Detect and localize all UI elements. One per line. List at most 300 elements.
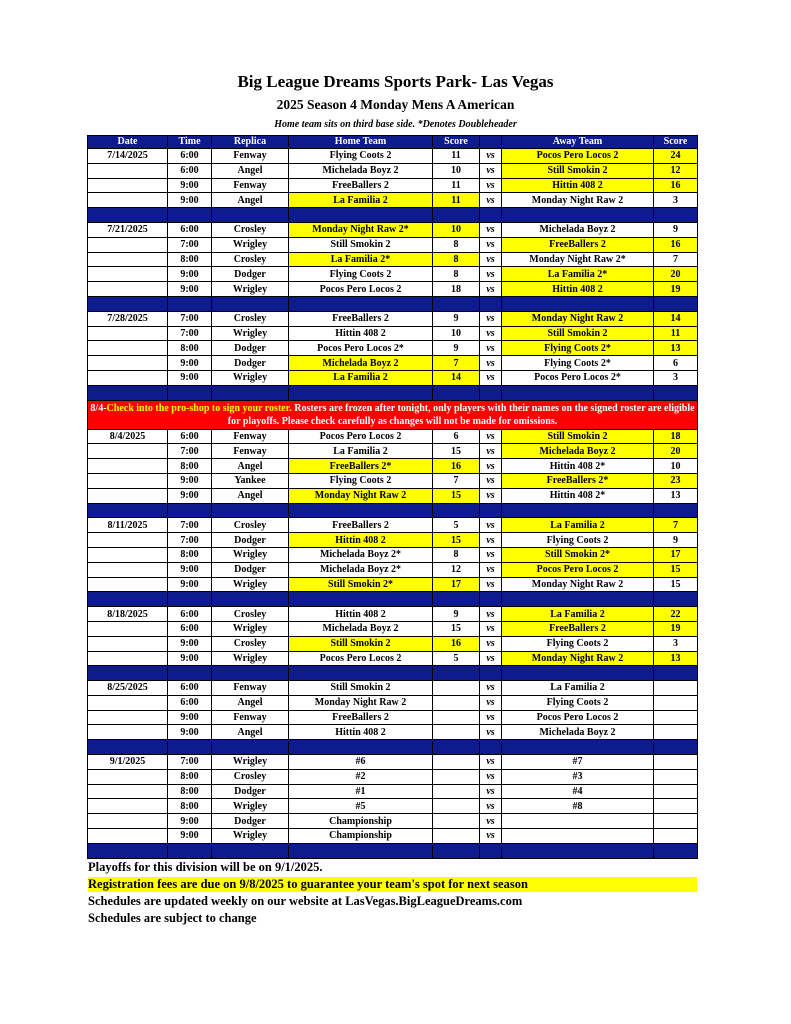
away-team: Flying Coots 2* bbox=[502, 341, 654, 356]
home-score: 8 bbox=[433, 267, 480, 282]
home-score: 8 bbox=[433, 237, 480, 252]
vs-label: vs bbox=[480, 326, 502, 341]
game-date bbox=[88, 829, 168, 844]
away-team: La Familia 2 bbox=[502, 518, 654, 533]
separator-cell bbox=[212, 296, 289, 311]
away-score: 14 bbox=[654, 311, 698, 326]
vs-label: vs bbox=[480, 651, 502, 666]
home-team: Monday Night Raw 2* bbox=[289, 222, 433, 237]
home-score: 7 bbox=[433, 473, 480, 488]
separator-cell bbox=[433, 843, 480, 858]
away-team: Michelada Boyz 2 bbox=[502, 444, 654, 459]
away-team: Still Smokin 2* bbox=[502, 547, 654, 562]
game-field: Dodger bbox=[212, 784, 289, 799]
away-score bbox=[654, 725, 698, 740]
vs-label: vs bbox=[480, 193, 502, 208]
vs-label: vs bbox=[480, 459, 502, 474]
home-score: 15 bbox=[433, 533, 480, 548]
home-team: Michelada Boyz 2 bbox=[289, 163, 433, 178]
game-time: 9:00 bbox=[168, 473, 212, 488]
game-field: Wrigley bbox=[212, 237, 289, 252]
home-team: Still Smokin 2 bbox=[289, 237, 433, 252]
away-team: FreeBallers 2* bbox=[502, 473, 654, 488]
game-field: Angel bbox=[212, 725, 289, 740]
vs-label: vs bbox=[480, 562, 502, 577]
game-time: 9:00 bbox=[168, 193, 212, 208]
game-time: 9:00 bbox=[168, 725, 212, 740]
game-field: Wrigley bbox=[212, 755, 289, 770]
notice-highlight: Check into the pro-shop to sign your roster. bbox=[106, 402, 292, 414]
home-score: 11 bbox=[433, 193, 480, 208]
separator-cell bbox=[168, 296, 212, 311]
game-field: Dodger bbox=[212, 267, 289, 282]
game-date bbox=[88, 651, 168, 666]
game-date: 7/14/2025 bbox=[88, 149, 168, 164]
home-score bbox=[433, 725, 480, 740]
game-date bbox=[88, 814, 168, 829]
away-team: Pocos Pero Locos 2* bbox=[502, 370, 654, 385]
playoffs-note: Playoffs for this division will be on 9/1/2025. bbox=[88, 860, 323, 874]
game-time: 6:00 bbox=[168, 681, 212, 696]
vs-label: vs bbox=[480, 681, 502, 696]
vs-label: vs bbox=[480, 178, 502, 193]
away-score: 7 bbox=[654, 518, 698, 533]
game-row bbox=[88, 163, 698, 178]
game-time: 6:00 bbox=[168, 621, 212, 636]
vs-label: vs bbox=[480, 429, 502, 444]
game-time: 8:00 bbox=[168, 784, 212, 799]
game-field: Fenway bbox=[212, 149, 289, 164]
game-time: 6:00 bbox=[168, 163, 212, 178]
separator-cell bbox=[433, 296, 480, 311]
game-row bbox=[88, 356, 698, 371]
home-team: FreeBallers 2 bbox=[289, 710, 433, 725]
away-score: 9 bbox=[654, 533, 698, 548]
home-score: 9 bbox=[433, 341, 480, 356]
week-separator bbox=[88, 208, 698, 223]
separator-cell bbox=[654, 666, 698, 681]
game-row bbox=[88, 193, 698, 208]
game-field: Angel bbox=[212, 459, 289, 474]
away-team: Still Smokin 2 bbox=[502, 429, 654, 444]
game-time: 9:00 bbox=[168, 829, 212, 844]
home-score: 7 bbox=[433, 356, 480, 371]
separator-cell bbox=[88, 296, 168, 311]
home-score: 11 bbox=[433, 178, 480, 193]
game-time: 7:00 bbox=[168, 237, 212, 252]
separator-cell bbox=[289, 740, 433, 755]
home-team: Pocos Pero Locos 2 bbox=[289, 651, 433, 666]
game-time: 9:00 bbox=[168, 178, 212, 193]
away-score bbox=[654, 814, 698, 829]
away-team: FreeBallers 2 bbox=[502, 621, 654, 636]
away-team: Flying Coots 2 bbox=[502, 533, 654, 548]
home-team: La Familia 2 bbox=[289, 444, 433, 459]
game-field: Fenway bbox=[212, 178, 289, 193]
away-team: Flying Coots 2 bbox=[502, 695, 654, 710]
separator-cell bbox=[289, 296, 433, 311]
vs-label: vs bbox=[480, 444, 502, 459]
separator-cell bbox=[88, 503, 168, 518]
away-team: Monday Night Raw 2 bbox=[502, 193, 654, 208]
col-header-home-score: Score bbox=[433, 136, 480, 149]
game-field: Wrigley bbox=[212, 651, 289, 666]
separator-cell bbox=[289, 843, 433, 858]
game-date bbox=[88, 282, 168, 297]
separator-cell bbox=[433, 385, 480, 400]
game-row bbox=[88, 829, 698, 844]
away-score bbox=[654, 769, 698, 784]
home-score: 8 bbox=[433, 252, 480, 267]
separator-cell bbox=[168, 843, 212, 858]
game-time: 9:00 bbox=[168, 356, 212, 371]
game-date: 7/28/2025 bbox=[88, 311, 168, 326]
home-score bbox=[433, 814, 480, 829]
separator-cell bbox=[654, 208, 698, 223]
home-team: Pocos Pero Locos 2* bbox=[289, 341, 433, 356]
game-row bbox=[88, 710, 698, 725]
game-field: Crosley bbox=[212, 769, 289, 784]
game-date: 8/11/2025 bbox=[88, 518, 168, 533]
separator-cell bbox=[212, 843, 289, 858]
home-score: 10 bbox=[433, 222, 480, 237]
away-team: Hittin 408 2* bbox=[502, 488, 654, 503]
home-team: FreeBallers 2 bbox=[289, 518, 433, 533]
home-score: 18 bbox=[433, 282, 480, 297]
game-row bbox=[88, 488, 698, 503]
game-date bbox=[88, 163, 168, 178]
home-score bbox=[433, 755, 480, 770]
game-date bbox=[88, 725, 168, 740]
away-score: 6 bbox=[654, 356, 698, 371]
away-score bbox=[654, 755, 698, 770]
away-team: Monday Night Raw 2* bbox=[502, 252, 654, 267]
separator-cell bbox=[88, 208, 168, 223]
home-team: Michelada Boyz 2 bbox=[289, 356, 433, 371]
game-field: Crosley bbox=[212, 518, 289, 533]
separator-cell bbox=[168, 740, 212, 755]
home-team: Still Smokin 2* bbox=[289, 577, 433, 592]
home-team-note: Home team sits on third base side. *Denotes Doubleheader bbox=[274, 119, 517, 130]
game-time: 8:00 bbox=[168, 547, 212, 562]
game-row bbox=[88, 814, 698, 829]
game-row bbox=[88, 607, 698, 622]
vs-label: vs bbox=[480, 311, 502, 326]
game-field: Dodger bbox=[212, 533, 289, 548]
week-separator bbox=[88, 385, 698, 400]
game-row bbox=[88, 149, 698, 164]
separator-cell bbox=[480, 740, 502, 755]
vs-label: vs bbox=[480, 341, 502, 356]
vs-label: vs bbox=[480, 710, 502, 725]
separator-cell bbox=[480, 208, 502, 223]
game-field: Fenway bbox=[212, 429, 289, 444]
website-note: Schedules are updated weekly on our website at LasVegas.BigLeagueDreams.com bbox=[88, 894, 523, 908]
game-field: Fenway bbox=[212, 710, 289, 725]
away-team: La Familia 2* bbox=[502, 267, 654, 282]
away-score: 17 bbox=[654, 547, 698, 562]
home-team: La Familia 2 bbox=[289, 370, 433, 385]
separator-cell bbox=[88, 740, 168, 755]
home-team: Michelada Boyz 2 bbox=[289, 621, 433, 636]
home-team: #2 bbox=[289, 769, 433, 784]
separator-cell bbox=[289, 666, 433, 681]
away-score bbox=[654, 799, 698, 814]
away-team: FreeBallers 2 bbox=[502, 237, 654, 252]
separator-cell bbox=[88, 666, 168, 681]
notice-text: Rosters are frozen after tonight, only players with their names on the signed roster are eligible for playoffs. Please check carefully as changes will not be made for omissions. bbox=[227, 402, 695, 427]
game-time: 7:00 bbox=[168, 311, 212, 326]
away-score: 16 bbox=[654, 237, 698, 252]
game-time: 9:00 bbox=[168, 577, 212, 592]
away-score bbox=[654, 784, 698, 799]
separator-cell bbox=[654, 385, 698, 400]
col-header-time: Time bbox=[168, 136, 212, 149]
week-separator bbox=[88, 503, 698, 518]
game-time: 8:00 bbox=[168, 799, 212, 814]
notice-lead: 8/4- bbox=[90, 402, 107, 414]
home-score bbox=[433, 695, 480, 710]
away-score bbox=[654, 681, 698, 696]
game-time: 9:00 bbox=[168, 636, 212, 651]
away-score: 19 bbox=[654, 621, 698, 636]
separator-cell bbox=[88, 843, 168, 858]
away-score bbox=[654, 829, 698, 844]
away-team: Michelada Boyz 2 bbox=[502, 725, 654, 740]
home-team: Flying Coots 2 bbox=[289, 267, 433, 282]
home-score: 9 bbox=[433, 311, 480, 326]
game-time: 7:00 bbox=[168, 533, 212, 548]
game-time: 6:00 bbox=[168, 222, 212, 237]
home-team: Hittin 408 2 bbox=[289, 326, 433, 341]
vs-label: vs bbox=[480, 607, 502, 622]
separator-cell bbox=[168, 592, 212, 607]
game-date bbox=[88, 193, 168, 208]
game-field: Fenway bbox=[212, 444, 289, 459]
game-row bbox=[88, 769, 698, 784]
game-field: Wrigley bbox=[212, 829, 289, 844]
home-team: Michelada Boyz 2* bbox=[289, 547, 433, 562]
home-team: Michelada Boyz 2* bbox=[289, 562, 433, 577]
home-team: FreeBallers 2 bbox=[289, 311, 433, 326]
game-date: 8/25/2025 bbox=[88, 681, 168, 696]
subject-to-change-note: Schedules are subject to change bbox=[88, 911, 257, 925]
vs-label: vs bbox=[480, 237, 502, 252]
game-time: 8:00 bbox=[168, 769, 212, 784]
away-team: Flying Coots 2 bbox=[502, 636, 654, 651]
away-team: Pocos Pero Locos 2 bbox=[502, 710, 654, 725]
home-team: Still Smokin 2 bbox=[289, 681, 433, 696]
game-field: Crosley bbox=[212, 222, 289, 237]
game-field: Angel bbox=[212, 193, 289, 208]
game-time: 9:00 bbox=[168, 814, 212, 829]
separator-cell bbox=[502, 740, 654, 755]
game-row bbox=[88, 237, 698, 252]
game-time: 7:00 bbox=[168, 444, 212, 459]
game-time: 7:00 bbox=[168, 518, 212, 533]
game-field: Crosley bbox=[212, 607, 289, 622]
game-date bbox=[88, 356, 168, 371]
game-row bbox=[88, 547, 698, 562]
separator-cell bbox=[289, 592, 433, 607]
away-score: 15 bbox=[654, 577, 698, 592]
home-score bbox=[433, 784, 480, 799]
table-header-row bbox=[88, 136, 698, 149]
home-score: 10 bbox=[433, 326, 480, 341]
game-date bbox=[88, 341, 168, 356]
vs-label: vs bbox=[480, 755, 502, 770]
col-header-away-score: Score bbox=[654, 136, 698, 149]
away-score: 19 bbox=[654, 282, 698, 297]
away-team: #8 bbox=[502, 799, 654, 814]
away-score: 20 bbox=[654, 444, 698, 459]
separator-cell bbox=[502, 843, 654, 858]
vs-label: vs bbox=[480, 547, 502, 562]
game-date bbox=[88, 444, 168, 459]
separator-cell bbox=[654, 843, 698, 858]
home-team: La Familia 2 bbox=[289, 193, 433, 208]
schedule-table bbox=[87, 135, 698, 859]
away-team: La Familia 2 bbox=[502, 681, 654, 696]
game-time: 9:00 bbox=[168, 562, 212, 577]
home-team: Still Smokin 2 bbox=[289, 636, 433, 651]
home-score: 5 bbox=[433, 518, 480, 533]
separator-cell bbox=[289, 385, 433, 400]
separator-cell bbox=[433, 208, 480, 223]
game-row bbox=[88, 533, 698, 548]
separator-cell bbox=[289, 503, 433, 518]
home-score bbox=[433, 829, 480, 844]
separator-cell bbox=[654, 296, 698, 311]
game-time: 9:00 bbox=[168, 267, 212, 282]
game-time: 7:00 bbox=[168, 326, 212, 341]
home-score: 6 bbox=[433, 429, 480, 444]
away-team: Michelada Boyz 2 bbox=[502, 222, 654, 237]
home-team: Hittin 408 2 bbox=[289, 533, 433, 548]
roster-notice-cell bbox=[88, 400, 698, 429]
game-date bbox=[88, 267, 168, 282]
game-field: Angel bbox=[212, 163, 289, 178]
home-score bbox=[433, 799, 480, 814]
game-field: Crosley bbox=[212, 311, 289, 326]
away-score: 9 bbox=[654, 222, 698, 237]
game-field: Wrigley bbox=[212, 547, 289, 562]
away-score: 16 bbox=[654, 178, 698, 193]
home-score: 14 bbox=[433, 370, 480, 385]
separator-cell bbox=[212, 666, 289, 681]
separator-cell bbox=[212, 208, 289, 223]
game-date bbox=[88, 547, 168, 562]
game-date bbox=[88, 621, 168, 636]
separator-cell bbox=[654, 740, 698, 755]
page-title: Big League Dreams Sports Park- Las Vegas bbox=[237, 72, 554, 91]
col-header-vs bbox=[480, 136, 502, 149]
game-row bbox=[88, 725, 698, 740]
registration-note: Registration fees are due on 9/8/2025 to guarantee your team's spot for next season bbox=[88, 877, 697, 892]
home-score bbox=[433, 681, 480, 696]
game-field: Dodger bbox=[212, 562, 289, 577]
home-score bbox=[433, 710, 480, 725]
home-team: Pocos Pero Locos 2 bbox=[289, 429, 433, 444]
away-team: #7 bbox=[502, 755, 654, 770]
home-score: 9 bbox=[433, 607, 480, 622]
away-team: Hittin 408 2 bbox=[502, 282, 654, 297]
away-team bbox=[502, 814, 654, 829]
week-separator bbox=[88, 843, 698, 858]
vs-label: vs bbox=[480, 488, 502, 503]
game-date bbox=[88, 577, 168, 592]
home-score: 8 bbox=[433, 547, 480, 562]
separator-cell bbox=[654, 503, 698, 518]
home-score: 11 bbox=[433, 149, 480, 164]
game-row bbox=[88, 651, 698, 666]
separator-cell bbox=[289, 208, 433, 223]
away-team: Hittin 408 2 bbox=[502, 178, 654, 193]
separator-cell bbox=[168, 208, 212, 223]
away-score bbox=[654, 695, 698, 710]
game-field: Yankee bbox=[212, 473, 289, 488]
away-team: Monday Night Raw 2 bbox=[502, 577, 654, 592]
away-score: 3 bbox=[654, 636, 698, 651]
home-team: Flying Coots 2 bbox=[289, 473, 433, 488]
away-team: #3 bbox=[502, 769, 654, 784]
game-date bbox=[88, 488, 168, 503]
away-team: Flying Coots 2* bbox=[502, 356, 654, 371]
game-field: Wrigley bbox=[212, 282, 289, 297]
separator-cell bbox=[502, 592, 654, 607]
separator-cell bbox=[480, 843, 502, 858]
week-separator bbox=[88, 666, 698, 681]
game-date: 8/18/2025 bbox=[88, 607, 168, 622]
home-team: Monday Night Raw 2 bbox=[289, 488, 433, 503]
game-row bbox=[88, 178, 698, 193]
game-row bbox=[88, 459, 698, 474]
away-score: 24 bbox=[654, 149, 698, 164]
week-separator bbox=[88, 296, 698, 311]
vs-label: vs bbox=[480, 163, 502, 178]
separator-cell bbox=[480, 385, 502, 400]
separator-cell bbox=[433, 666, 480, 681]
vs-label: vs bbox=[480, 799, 502, 814]
page-subtitle: 2025 Season 4 Monday Mens A American bbox=[276, 97, 515, 112]
home-score: 10 bbox=[433, 163, 480, 178]
game-time: 6:00 bbox=[168, 607, 212, 622]
game-row bbox=[88, 222, 698, 237]
away-score: 15 bbox=[654, 562, 698, 577]
game-date bbox=[88, 252, 168, 267]
away-score bbox=[654, 710, 698, 725]
away-team: Pocos Pero Locos 2 bbox=[502, 149, 654, 164]
home-team: FreeBallers 2* bbox=[289, 459, 433, 474]
separator-cell bbox=[480, 503, 502, 518]
schedule-body bbox=[88, 149, 698, 859]
vs-label: vs bbox=[480, 222, 502, 237]
separator-cell bbox=[502, 666, 654, 681]
game-field: Wrigley bbox=[212, 799, 289, 814]
game-row bbox=[88, 429, 698, 444]
home-team: Hittin 408 2 bbox=[289, 725, 433, 740]
game-time: 9:00 bbox=[168, 710, 212, 725]
game-row bbox=[88, 473, 698, 488]
game-date bbox=[88, 710, 168, 725]
game-row bbox=[88, 444, 698, 459]
away-score: 13 bbox=[654, 341, 698, 356]
home-team: #6 bbox=[289, 755, 433, 770]
separator-cell bbox=[480, 592, 502, 607]
game-date bbox=[88, 237, 168, 252]
away-team: Still Smokin 2 bbox=[502, 326, 654, 341]
home-team: Pocos Pero Locos 2 bbox=[289, 282, 433, 297]
